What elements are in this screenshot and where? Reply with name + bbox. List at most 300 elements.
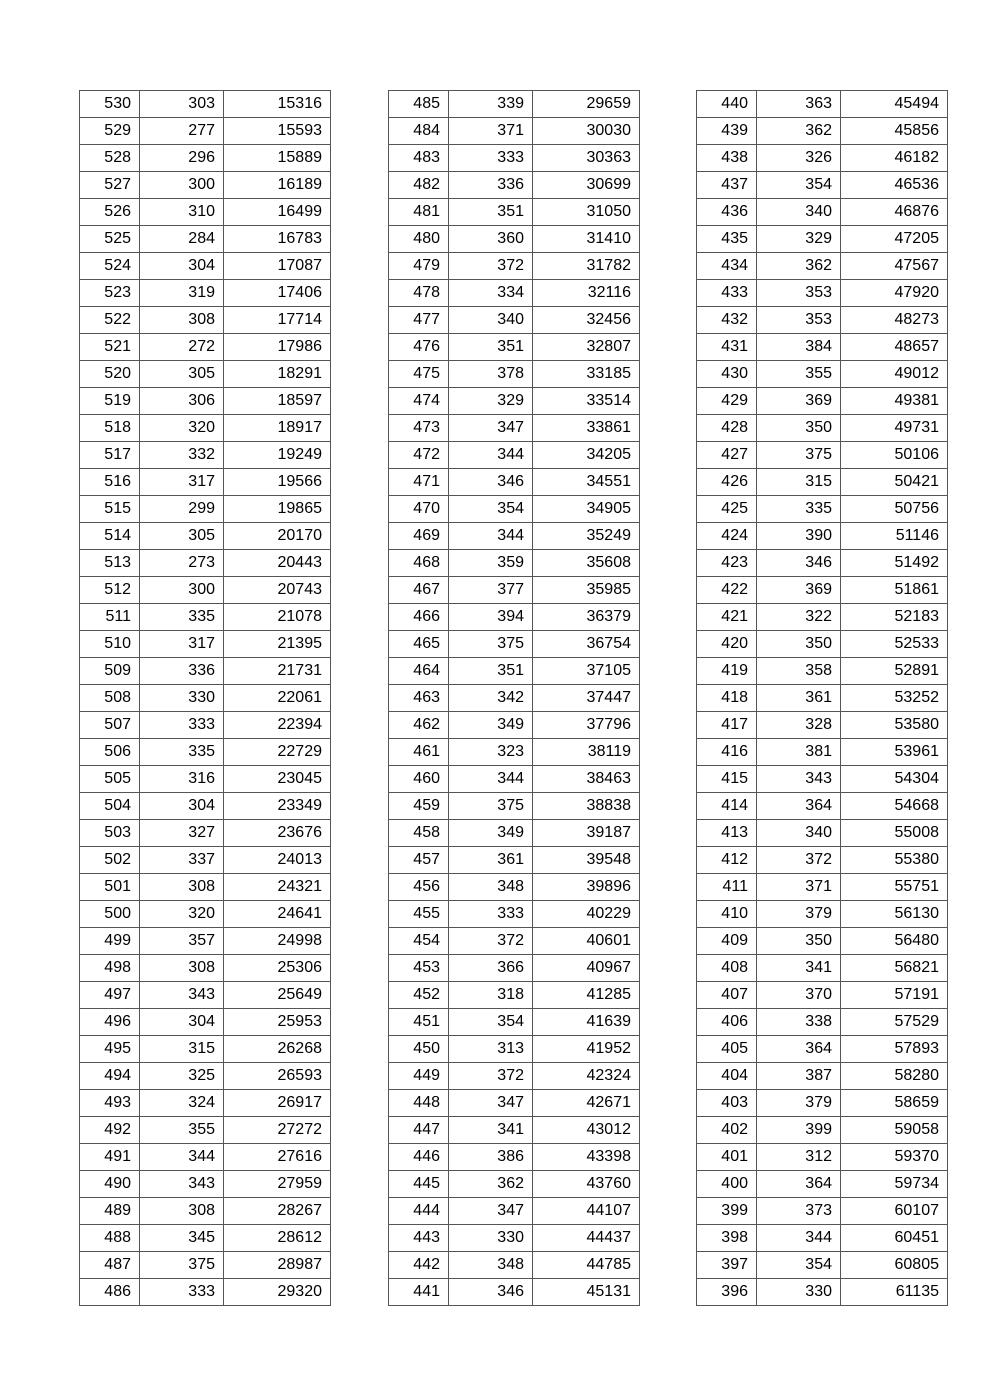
cumulative-cell: 20443 [224, 550, 331, 577]
table-row [697, 550, 948, 577]
table-row [80, 874, 331, 901]
score-cell: 521 [80, 334, 140, 361]
score-cell: 485 [389, 91, 449, 118]
score-cell: 443 [389, 1225, 449, 1252]
count-cell: 322 [757, 604, 841, 631]
count-cell: 304 [140, 793, 224, 820]
score-cell: 487 [80, 1252, 140, 1279]
score-cell: 471 [389, 469, 449, 496]
count-cell: 335 [140, 604, 224, 631]
cumulative-cell: 31782 [533, 253, 640, 280]
table-row [389, 550, 640, 577]
count-cell: 394 [449, 604, 533, 631]
table-row [80, 1036, 331, 1063]
table-row [697, 226, 948, 253]
table-row [389, 280, 640, 307]
table-row [80, 685, 331, 712]
score-cell: 422 [697, 577, 757, 604]
score-cell: 502 [80, 847, 140, 874]
score-cell: 476 [389, 334, 449, 361]
table-row [80, 1063, 331, 1090]
table-row [80, 307, 331, 334]
cumulative-cell: 18917 [224, 415, 331, 442]
score-cell: 417 [697, 712, 757, 739]
count-cell: 318 [449, 982, 533, 1009]
score-cell: 407 [697, 982, 757, 1009]
cumulative-cell: 48657 [841, 334, 948, 361]
table-row [80, 118, 331, 145]
cumulative-cell: 34205 [533, 442, 640, 469]
table-row [389, 469, 640, 496]
cumulative-cell: 28987 [224, 1252, 331, 1279]
cumulative-cell: 34551 [533, 469, 640, 496]
cumulative-cell: 36754 [533, 631, 640, 658]
cumulative-cell: 23676 [224, 820, 331, 847]
count-cell: 345 [140, 1225, 224, 1252]
table-row [697, 1171, 948, 1198]
table-row [389, 928, 640, 955]
score-cell: 497 [80, 982, 140, 1009]
count-cell: 325 [140, 1063, 224, 1090]
count-cell: 277 [140, 118, 224, 145]
count-cell: 339 [449, 91, 533, 118]
cumulative-cell: 28267 [224, 1198, 331, 1225]
cumulative-cell: 40967 [533, 955, 640, 982]
count-cell: 355 [757, 361, 841, 388]
cumulative-cell: 15593 [224, 118, 331, 145]
score-cell: 475 [389, 361, 449, 388]
table-row [697, 442, 948, 469]
score-cell: 405 [697, 1036, 757, 1063]
cumulative-cell: 51492 [841, 550, 948, 577]
score-cell: 496 [80, 1009, 140, 1036]
score-cell: 450 [389, 1036, 449, 1063]
cumulative-cell: 51146 [841, 523, 948, 550]
score-cell: 414 [697, 793, 757, 820]
count-cell: 344 [757, 1225, 841, 1252]
score-cell: 524 [80, 253, 140, 280]
cumulative-cell: 37105 [533, 658, 640, 685]
cumulative-cell: 44785 [533, 1252, 640, 1279]
score-cell: 479 [389, 253, 449, 280]
score-cell: 430 [697, 361, 757, 388]
cumulative-cell: 36379 [533, 604, 640, 631]
count-cell: 334 [449, 280, 533, 307]
score-cell: 492 [80, 1117, 140, 1144]
table-row [389, 955, 640, 982]
table-row [389, 388, 640, 415]
count-cell: 378 [449, 361, 533, 388]
score-cell: 439 [697, 118, 757, 145]
count-cell: 361 [449, 847, 533, 874]
score-cell: 428 [697, 415, 757, 442]
count-cell: 364 [757, 1171, 841, 1198]
table-row [80, 1198, 331, 1225]
table-row [697, 91, 948, 118]
count-cell: 384 [757, 334, 841, 361]
cumulative-cell: 30363 [533, 145, 640, 172]
score-cell: 406 [697, 1009, 757, 1036]
count-cell: 350 [757, 415, 841, 442]
score-cell: 527 [80, 172, 140, 199]
table-row [80, 172, 331, 199]
count-cell: 354 [757, 1252, 841, 1279]
cumulative-cell: 22729 [224, 739, 331, 766]
cumulative-cell: 39187 [533, 820, 640, 847]
table-row [697, 388, 948, 415]
table-row [697, 307, 948, 334]
score-cell: 526 [80, 199, 140, 226]
count-cell: 370 [757, 982, 841, 1009]
cumulative-cell: 29659 [533, 91, 640, 118]
count-cell: 341 [757, 955, 841, 982]
count-cell: 330 [140, 685, 224, 712]
score-cell: 416 [697, 739, 757, 766]
table-row [697, 766, 948, 793]
score-cell: 421 [697, 604, 757, 631]
count-cell: 305 [140, 361, 224, 388]
table-row [80, 442, 331, 469]
count-cell: 324 [140, 1090, 224, 1117]
cumulative-cell: 56130 [841, 901, 948, 928]
table-row [697, 145, 948, 172]
count-cell: 375 [449, 793, 533, 820]
score-table-1 [79, 90, 331, 1306]
score-cell: 453 [389, 955, 449, 982]
table-row [389, 496, 640, 523]
score-cell: 431 [697, 334, 757, 361]
table-row [697, 631, 948, 658]
cumulative-cell: 37796 [533, 712, 640, 739]
count-cell: 300 [140, 172, 224, 199]
count-cell: 340 [757, 820, 841, 847]
table-row [389, 712, 640, 739]
score-cell: 452 [389, 982, 449, 1009]
table-body [697, 91, 948, 1306]
table-row [389, 1063, 640, 1090]
table-row [697, 1144, 948, 1171]
score-cell: 441 [389, 1279, 449, 1306]
score-cell: 458 [389, 820, 449, 847]
count-cell: 372 [757, 847, 841, 874]
score-cell: 463 [389, 685, 449, 712]
score-cell: 447 [389, 1117, 449, 1144]
score-cell: 505 [80, 766, 140, 793]
table-row [697, 118, 948, 145]
count-cell: 379 [757, 901, 841, 928]
table-body [80, 91, 331, 1306]
table-row [697, 523, 948, 550]
table-row [697, 280, 948, 307]
score-cell: 418 [697, 685, 757, 712]
count-cell: 347 [449, 1090, 533, 1117]
count-cell: 372 [449, 1063, 533, 1090]
table-row [389, 658, 640, 685]
score-cell: 410 [697, 901, 757, 928]
count-cell: 354 [757, 172, 841, 199]
cumulative-cell: 46876 [841, 199, 948, 226]
score-cell: 529 [80, 118, 140, 145]
count-cell: 361 [757, 685, 841, 712]
cumulative-cell: 48273 [841, 307, 948, 334]
score-cell: 518 [80, 415, 140, 442]
count-cell: 308 [140, 955, 224, 982]
cumulative-cell: 38119 [533, 739, 640, 766]
score-cell: 459 [389, 793, 449, 820]
count-cell: 372 [449, 928, 533, 955]
table-row [80, 1171, 331, 1198]
table-row [80, 1225, 331, 1252]
table-row [80, 361, 331, 388]
count-cell: 310 [140, 199, 224, 226]
score-cell: 435 [697, 226, 757, 253]
cumulative-cell: 59734 [841, 1171, 948, 1198]
cumulative-cell: 45494 [841, 91, 948, 118]
cumulative-cell: 46536 [841, 172, 948, 199]
table-row [389, 1279, 640, 1306]
table-row [389, 334, 640, 361]
table-row [697, 172, 948, 199]
cumulative-cell: 50106 [841, 442, 948, 469]
cumulative-cell: 55380 [841, 847, 948, 874]
count-cell: 317 [140, 631, 224, 658]
count-cell: 372 [449, 253, 533, 280]
cumulative-cell: 24013 [224, 847, 331, 874]
table-row [697, 1090, 948, 1117]
count-cell: 330 [757, 1279, 841, 1306]
count-cell: 343 [757, 766, 841, 793]
score-cell: 401 [697, 1144, 757, 1171]
cumulative-cell: 26917 [224, 1090, 331, 1117]
count-cell: 272 [140, 334, 224, 361]
score-cell: 500 [80, 901, 140, 928]
score-cell: 398 [697, 1225, 757, 1252]
table-row [80, 712, 331, 739]
cumulative-cell: 38838 [533, 793, 640, 820]
count-cell: 308 [140, 874, 224, 901]
table-row [80, 1090, 331, 1117]
table-row [697, 577, 948, 604]
table-row [80, 820, 331, 847]
score-cell: 525 [80, 226, 140, 253]
table-row [80, 901, 331, 928]
cumulative-cell: 60805 [841, 1252, 948, 1279]
table-row [80, 523, 331, 550]
count-cell: 337 [140, 847, 224, 874]
table-row [389, 1225, 640, 1252]
table-row [389, 820, 640, 847]
score-cell: 480 [389, 226, 449, 253]
count-cell: 344 [449, 523, 533, 550]
table-row [389, 631, 640, 658]
table-row [389, 577, 640, 604]
score-cell: 513 [80, 550, 140, 577]
count-cell: 333 [449, 901, 533, 928]
score-cell: 514 [80, 523, 140, 550]
count-cell: 343 [140, 982, 224, 1009]
score-cell: 490 [80, 1171, 140, 1198]
score-cell: 419 [697, 658, 757, 685]
table-row [80, 550, 331, 577]
cumulative-cell: 47205 [841, 226, 948, 253]
cumulative-cell: 25953 [224, 1009, 331, 1036]
count-cell: 390 [757, 523, 841, 550]
score-cell: 444 [389, 1198, 449, 1225]
table-row [389, 685, 640, 712]
table-row [697, 1036, 948, 1063]
count-cell: 369 [757, 388, 841, 415]
cumulative-cell: 17986 [224, 334, 331, 361]
table-row [697, 874, 948, 901]
cumulative-cell: 25306 [224, 955, 331, 982]
cumulative-cell: 39896 [533, 874, 640, 901]
cumulative-cell: 46182 [841, 145, 948, 172]
table-row [80, 577, 331, 604]
score-cell: 489 [80, 1198, 140, 1225]
score-cell: 472 [389, 442, 449, 469]
cumulative-cell: 24321 [224, 874, 331, 901]
table-row [697, 1009, 948, 1036]
score-cell: 425 [697, 496, 757, 523]
cumulative-cell: 19249 [224, 442, 331, 469]
table-row [697, 739, 948, 766]
score-cell: 399 [697, 1198, 757, 1225]
score-cell: 469 [389, 523, 449, 550]
cumulative-cell: 17406 [224, 280, 331, 307]
score-cell: 413 [697, 820, 757, 847]
score-cell: 516 [80, 469, 140, 496]
table-row [697, 712, 948, 739]
count-cell: 346 [449, 1279, 533, 1306]
score-cell: 415 [697, 766, 757, 793]
table-row [80, 91, 331, 118]
score-cell: 403 [697, 1090, 757, 1117]
cumulative-cell: 49012 [841, 361, 948, 388]
cumulative-cell: 31050 [533, 199, 640, 226]
table-row [697, 253, 948, 280]
table-row [697, 982, 948, 1009]
cumulative-cell: 30699 [533, 172, 640, 199]
score-cell: 402 [697, 1117, 757, 1144]
count-cell: 328 [757, 712, 841, 739]
score-cell: 482 [389, 172, 449, 199]
table-row [697, 469, 948, 496]
score-cell: 408 [697, 955, 757, 982]
count-cell: 296 [140, 145, 224, 172]
score-cell: 404 [697, 1063, 757, 1090]
cumulative-cell: 39548 [533, 847, 640, 874]
count-cell: 306 [140, 388, 224, 415]
count-cell: 303 [140, 91, 224, 118]
count-cell: 353 [757, 280, 841, 307]
table-row [697, 1063, 948, 1090]
count-cell: 357 [140, 928, 224, 955]
cumulative-cell: 57893 [841, 1036, 948, 1063]
cumulative-cell: 52891 [841, 658, 948, 685]
table-row [389, 307, 640, 334]
score-cell: 455 [389, 901, 449, 928]
cumulative-cell: 42324 [533, 1063, 640, 1090]
cumulative-cell: 21395 [224, 631, 331, 658]
cumulative-cell: 42671 [533, 1090, 640, 1117]
cumulative-cell: 27616 [224, 1144, 331, 1171]
cumulative-cell: 41952 [533, 1036, 640, 1063]
score-cell: 429 [697, 388, 757, 415]
count-cell: 304 [140, 1009, 224, 1036]
table-row [697, 1252, 948, 1279]
cumulative-cell: 53580 [841, 712, 948, 739]
cumulative-cell: 26268 [224, 1036, 331, 1063]
cumulative-cell: 18597 [224, 388, 331, 415]
score-cell: 437 [697, 172, 757, 199]
cumulative-cell: 52533 [841, 631, 948, 658]
table-row [697, 1225, 948, 1252]
count-cell: 351 [449, 199, 533, 226]
cumulative-cell: 55751 [841, 874, 948, 901]
cumulative-cell: 47567 [841, 253, 948, 280]
score-cell: 511 [80, 604, 140, 631]
count-cell: 371 [449, 118, 533, 145]
count-cell: 315 [757, 469, 841, 496]
count-cell: 381 [757, 739, 841, 766]
cumulative-cell: 43012 [533, 1117, 640, 1144]
count-cell: 335 [757, 496, 841, 523]
cumulative-cell: 56821 [841, 955, 948, 982]
score-cell: 495 [80, 1036, 140, 1063]
cumulative-cell: 58280 [841, 1063, 948, 1090]
table-row [697, 415, 948, 442]
table-row [80, 658, 331, 685]
count-cell: 351 [449, 658, 533, 685]
cumulative-cell: 38463 [533, 766, 640, 793]
score-cell: 512 [80, 577, 140, 604]
table-row [389, 415, 640, 442]
table-row [389, 199, 640, 226]
table-row [697, 1279, 948, 1306]
table-row [389, 1144, 640, 1171]
score-cell: 456 [389, 874, 449, 901]
cumulative-cell: 32807 [533, 334, 640, 361]
count-cell: 304 [140, 253, 224, 280]
count-cell: 375 [449, 631, 533, 658]
count-cell: 346 [757, 550, 841, 577]
cumulative-cell: 15889 [224, 145, 331, 172]
count-cell: 336 [449, 172, 533, 199]
count-cell: 312 [757, 1144, 841, 1171]
cumulative-cell: 58659 [841, 1090, 948, 1117]
cumulative-cell: 53961 [841, 739, 948, 766]
score-cell: 519 [80, 388, 140, 415]
table-row [389, 982, 640, 1009]
cumulative-cell: 60107 [841, 1198, 948, 1225]
count-cell: 333 [449, 145, 533, 172]
cumulative-cell: 16783 [224, 226, 331, 253]
table-row [389, 172, 640, 199]
score-cell: 522 [80, 307, 140, 334]
score-cell: 481 [389, 199, 449, 226]
count-cell: 308 [140, 307, 224, 334]
cumulative-cell: 26593 [224, 1063, 331, 1090]
count-cell: 351 [449, 334, 533, 361]
cumulative-cell: 23349 [224, 793, 331, 820]
cumulative-cell: 24641 [224, 901, 331, 928]
count-cell: 375 [140, 1252, 224, 1279]
count-cell: 330 [449, 1225, 533, 1252]
table-row [389, 253, 640, 280]
score-cell: 474 [389, 388, 449, 415]
score-cell: 434 [697, 253, 757, 280]
cumulative-cell: 44107 [533, 1198, 640, 1225]
